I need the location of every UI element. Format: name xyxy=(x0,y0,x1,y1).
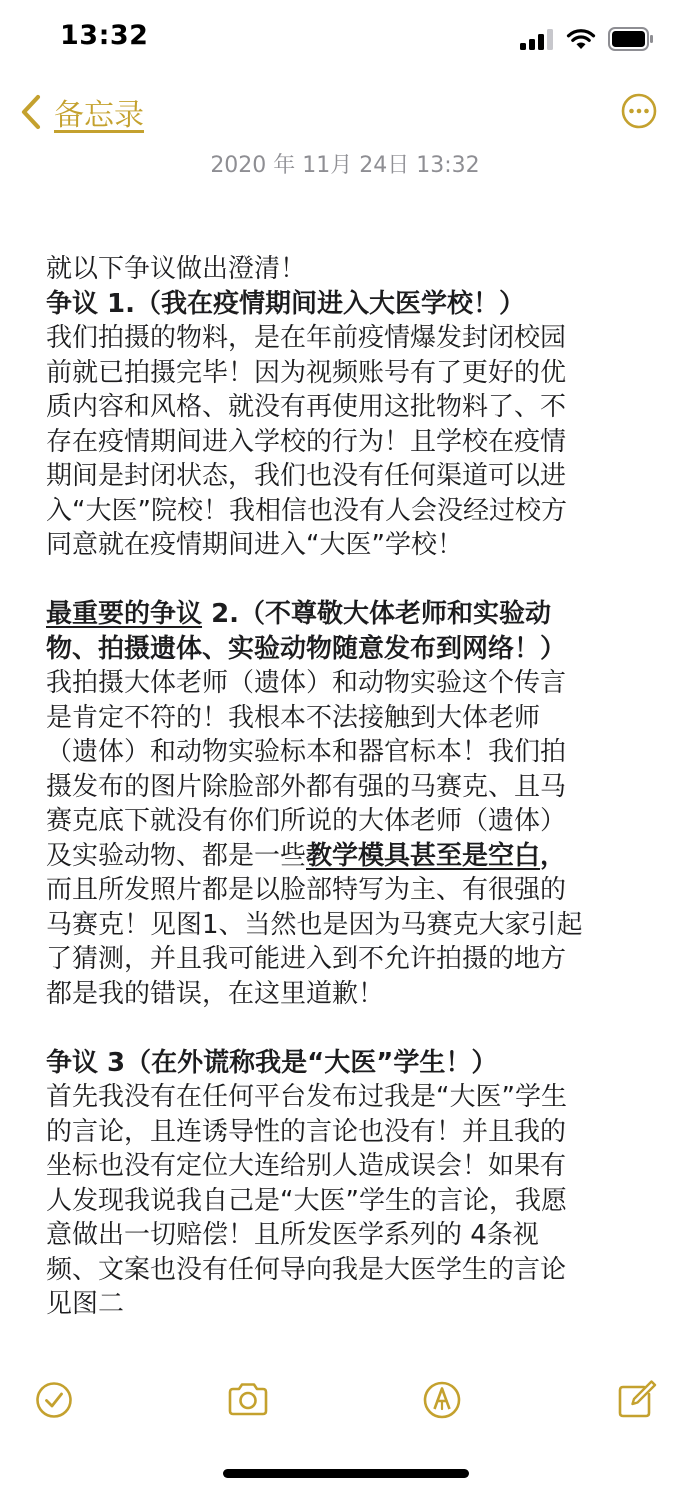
note-line: 质内容和风格、就没有再使用这批物料了、不 xyxy=(46,392,567,422)
dispute-2-emphasis: 最重要的争议 xyxy=(46,599,203,629)
note-line: 频、文案也没有任何导向我是大医学生的言论 xyxy=(46,1254,567,1285)
note-body[interactable] xyxy=(46,252,656,1322)
dispute-1-title: 争议 1.（我在疫情期间进入大医学校！） xyxy=(46,288,526,319)
nav-bar xyxy=(0,86,690,136)
compose-icon[interactable] xyxy=(614,1378,658,1422)
status-bar xyxy=(0,0,690,80)
note-line: 是肯定不符的！我根本不法接触到大体老师 xyxy=(46,702,541,733)
note-line: 赛克底下就没有你们所说的大体老师（遗体） xyxy=(46,806,567,836)
dispute-1-text xyxy=(46,321,656,563)
note-line: 我们拍摄的物料，是在年前疫情爆发封闭校园 xyxy=(46,323,567,353)
note-text: 及实验动物、都是一些 xyxy=(46,840,307,871)
note-line: 前就已拍摄完毕！因为视频账号有了更好的优 xyxy=(46,357,567,388)
back-label: 备忘录 xyxy=(54,98,144,133)
note-line: 马赛克！见图1、当然也是因为马赛克大家引起 xyxy=(46,909,583,940)
note-line: 见图二 xyxy=(46,1289,125,1319)
chevron-left-icon xyxy=(20,94,42,130)
dispute-2-title xyxy=(46,597,656,632)
note-intro: 就以下争议做出澄清！ xyxy=(46,254,307,284)
note-emphasis: 教学模具甚至是空白 xyxy=(306,840,541,871)
battery-icon xyxy=(608,27,654,51)
paragraph-gap xyxy=(46,563,656,598)
dispute-2-title-rest: 2.（不尊敬大体老师和实验动 xyxy=(202,599,552,629)
back-button[interactable] xyxy=(20,90,144,134)
note-line: 都是我的错误，在这里道歉！ xyxy=(46,978,385,1009)
note-line: 坐标也没有定位大连给别人造成误会！如果有 xyxy=(46,1151,567,1181)
status-icons xyxy=(520,26,654,52)
note-line: 首先我没有在任何平台发布过我是“大医”学生 xyxy=(46,1082,567,1112)
note-line: 而且所发照片都是以脸部特写为主、有很强的 xyxy=(46,875,567,905)
note-line-mixed xyxy=(46,839,656,874)
checklist-icon[interactable] xyxy=(32,1378,76,1422)
dispute-2-text xyxy=(46,666,656,1011)
note-line: （遗体）和动物实验标本和器官标本！我们拍 xyxy=(46,737,567,767)
bottom-toolbar xyxy=(0,1378,690,1426)
wifi-icon xyxy=(566,28,596,50)
note-line: 摄发布的图片除脸部外都有强的马赛克、且马 xyxy=(46,771,567,802)
note-date: 2020 年 11月 24日 13:32 xyxy=(210,153,480,178)
note-line: 的言论，且连诱导性的言论也没有！并且我的 xyxy=(46,1116,567,1147)
status-time: 13:32 xyxy=(60,20,149,51)
more-ellipsis-icon[interactable] xyxy=(621,93,657,129)
note-line: 人发现我说我自己是“大医”学生的言论，我愿 xyxy=(46,1185,567,1216)
markup-pen-icon[interactable] xyxy=(420,1378,464,1422)
note-line: 意做出一切赔偿！且所发医学系列的 4条视 xyxy=(46,1220,539,1250)
note-text: ， xyxy=(540,840,567,871)
dispute-3-title: 争议 3（在外谎称我是“大医”学生！） xyxy=(46,1047,498,1078)
dispute-3-text xyxy=(46,1080,656,1322)
note-line: 存在疫情期间进入学校的行为！且学校在疫情 xyxy=(46,426,567,457)
note-line: 我拍摄大体老师（遗体）和动物实验这个传言 xyxy=(46,668,567,698)
cellular-signal-icon xyxy=(520,28,554,50)
camera-icon[interactable] xyxy=(226,1378,270,1422)
paragraph-gap xyxy=(46,1011,656,1046)
note-line: 同意就在疫情期间进入“大医”学校！ xyxy=(46,530,463,560)
dispute-2-title-line2: 物、拍摄遗体、实验动物随意发布到网络！） xyxy=(46,633,567,664)
note-line: 了猜测，并且我可能进入到不允许拍摄的地方 xyxy=(46,944,567,974)
note-line: 期间是封闭状态，我们也没有任何渠道可以进 xyxy=(46,461,567,491)
note-line: 入“大医”院校！我相信也没有人会没经过校方 xyxy=(46,495,567,526)
home-indicator[interactable] xyxy=(223,1469,469,1478)
